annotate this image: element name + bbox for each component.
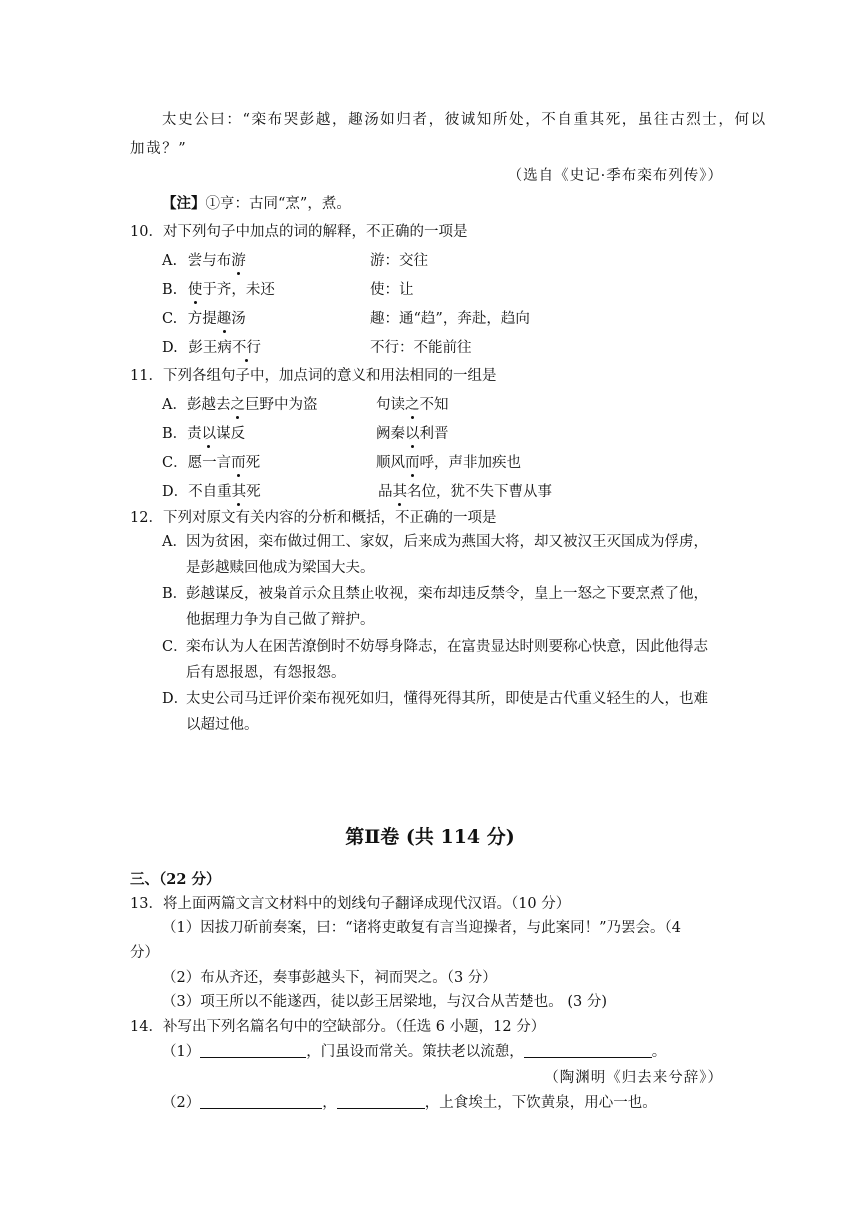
q10-option-c [162,309,246,329]
sentence-text: 顺风 [376,455,405,471]
sentence-text: 名位，犹不失下曹从事 [407,484,552,500]
q12-option-d-line2: 以超过他。 [186,717,259,733]
q11-option-c [162,453,260,473]
q10-gloss-c: 趣：通“趋”，奔赴，趋向 [370,311,530,327]
item-text: ， [322,1095,337,1111]
option-letter: B. [162,282,178,298]
q10-gloss-a: 游：交往 [370,253,428,269]
sentence-text: 死 [245,455,261,471]
q14-item-2 [162,1093,657,1113]
dotted-word: 以 [201,426,217,442]
fill-blank[interactable] [200,1093,322,1109]
q11-option-d [162,482,261,502]
q10-gloss-b: 使：让 [370,282,414,298]
q14-item-1 [162,1042,666,1062]
passage-line [162,110,767,130]
sentence-text: 于齐，未还 [202,282,275,298]
sentence-text: 死 [246,484,261,500]
note-label: 【注】 [162,195,206,212]
question-12-stem: 12．下列对原文有关内容的分析和概括，不正确的一项是 [130,510,497,526]
dotted-word: 使 [187,282,203,298]
sentence-text: 谋反 [216,426,246,442]
q11-option-b [162,424,245,444]
sentence-text: 彭王病 [188,340,232,356]
fill-blank[interactable] [524,1042,652,1058]
question-11-stem: 11．下列各组句子中，加点词的意义和用法相同的一组是 [130,368,497,384]
section-three-heading: 三、（22 分） [130,871,221,888]
q14-item-1-source: （陶渊明《归去来兮辞》） [544,1070,723,1086]
option-letter: B． [162,426,188,442]
question-14-stem: 14．补写出下列名篇名句中的空缺部分。（任选 6 小题，12 分） [130,1019,546,1035]
q13-sentence-1: （1）因拔刀斫前奏案，曰：“诸将吏敢复有言当迎操者，与此案同！”乃罢会。（4 [162,920,682,936]
item-text: 。 [651,1044,667,1060]
fill-blank[interactable] [200,1042,306,1058]
sentence-text: 不知 [419,397,449,413]
item-number: （1） [162,1044,201,1060]
option-letter: C. [162,311,178,327]
dotted-word: 不行 [231,340,261,356]
dotted-word: 之 [230,397,245,413]
q12-option-c-letter: C． [162,639,188,655]
sentence-text: 汤 [231,311,246,327]
passage-line [130,139,187,159]
item-number: （2） [162,1095,201,1111]
q12-option-b-line1: 彭越谋反，被枭首示众且禁止收视，栾布却违反禁令，皇上一怒之下要烹煮了他， [186,586,708,602]
passage-text: 加哉？” [130,141,188,157]
dotted-word: 之 [405,397,420,413]
sentence-text: 不自重 [188,484,232,500]
dotted-word: 其 [392,484,407,500]
passage-note [162,194,351,214]
item-text: ，上食埃土，下饮黄泉，用心一也。 [424,1095,657,1111]
dotted-word: 其 [231,484,247,500]
q10-option-b [162,280,275,300]
sentence-text: 巨野中为盗 [244,397,318,413]
q12-option-a-line1: 因为贫困，栾布做过佣工、家奴，后来成为燕国大将，却又被汉王灭国成为俘虏， [186,534,708,550]
passage-text: 太史公曰：“栾布哭彭越，趣汤如归者，彼诚知所处，不自重其死，虽往古烈士，何以 [162,112,767,128]
q11-option-a-pair [376,395,449,415]
option-letter: C． [162,455,188,471]
sentence-text: 方提 [187,311,217,327]
sentence-text: 品 [378,484,393,500]
sentence-text: 呼，声非加疾也 [419,455,521,471]
option-letter: A. [162,253,178,269]
sentence-text: 句读 [376,397,405,413]
part-two-title: 第Ⅱ卷 (共 114 分) [345,826,515,848]
q12-option-d-line1: 太史公司马迁评价栾布视死如归，懂得死得其所，即使是古代重义轻生的人，也难 [186,691,708,707]
sentence-text: 彭越去 [186,397,231,413]
dotted-word: 游 [231,253,246,269]
sentence-text: 尝与布 [187,253,232,269]
q12-option-c-line2: 后有恩报恩，有怨报怨。 [186,665,346,681]
dotted-word: 而 [405,455,420,471]
q13-sentence-2: （2）布从齐还，奏事彭越头下，祠而哭之。（3 分） [162,970,497,986]
sentence-text: 责 [187,426,202,442]
dotted-word: 而 [231,455,246,471]
q10-gloss-d: 不行：不能前往 [370,340,472,356]
q11-option-c-pair [376,453,521,473]
dotted-word: 趣 [216,311,232,327]
q11-option-b-pair [376,424,449,444]
q12-option-c-line1: 栾布认为人在困苦潦倒时不妨辱身降志，在富贵显达时则要称心快意，因此他得志 [186,639,708,655]
option-letter: A． [162,397,187,413]
option-letter: D． [162,484,189,500]
q11-option-a [162,395,317,415]
q13-sentence-3: （3）项王所以不能遂西，徒以彭王居梁地，与汉合从苦楚也。 (3 分) [162,994,607,1010]
sentence-text: 阙秦 [376,426,405,442]
passage-source: （选自《史记·季布栾布列传》） [507,168,723,184]
q13-sentence-1-cont: 分） [130,945,159,961]
sentence-text: 利晋 [419,426,449,442]
q12-option-b-letter: B． [162,586,188,602]
dotted-word: 以 [405,426,420,442]
q10-option-d [162,338,261,358]
question-13-stem: 13．将上面两篇文言文材料中的划线句子翻译成现代汉语。（10 分） [130,896,571,912]
fill-blank[interactable] [337,1093,425,1109]
q10-option-a [162,251,246,271]
q12-option-d-letter: D． [162,691,189,707]
q12-option-a-letter: A． [162,534,187,550]
note-text: ①亨：古同“烹”，煮。 [205,196,351,212]
item-text: ，门虽设而常关。策扶老以流憩， [306,1044,524,1060]
option-letter: D. [162,340,178,356]
q12-option-a-line2: 是彭越赎回他成为梁国大夫。 [186,560,375,576]
q11-option-d-pair [378,482,552,502]
sentence-text: 愿一言 [187,455,232,471]
question-10-stem: 10．对下列句子中加点的词的解释，不正确的一项是 [130,224,468,240]
q12-option-b-line2: 他据理力争为自己做了辩护。 [186,612,375,628]
